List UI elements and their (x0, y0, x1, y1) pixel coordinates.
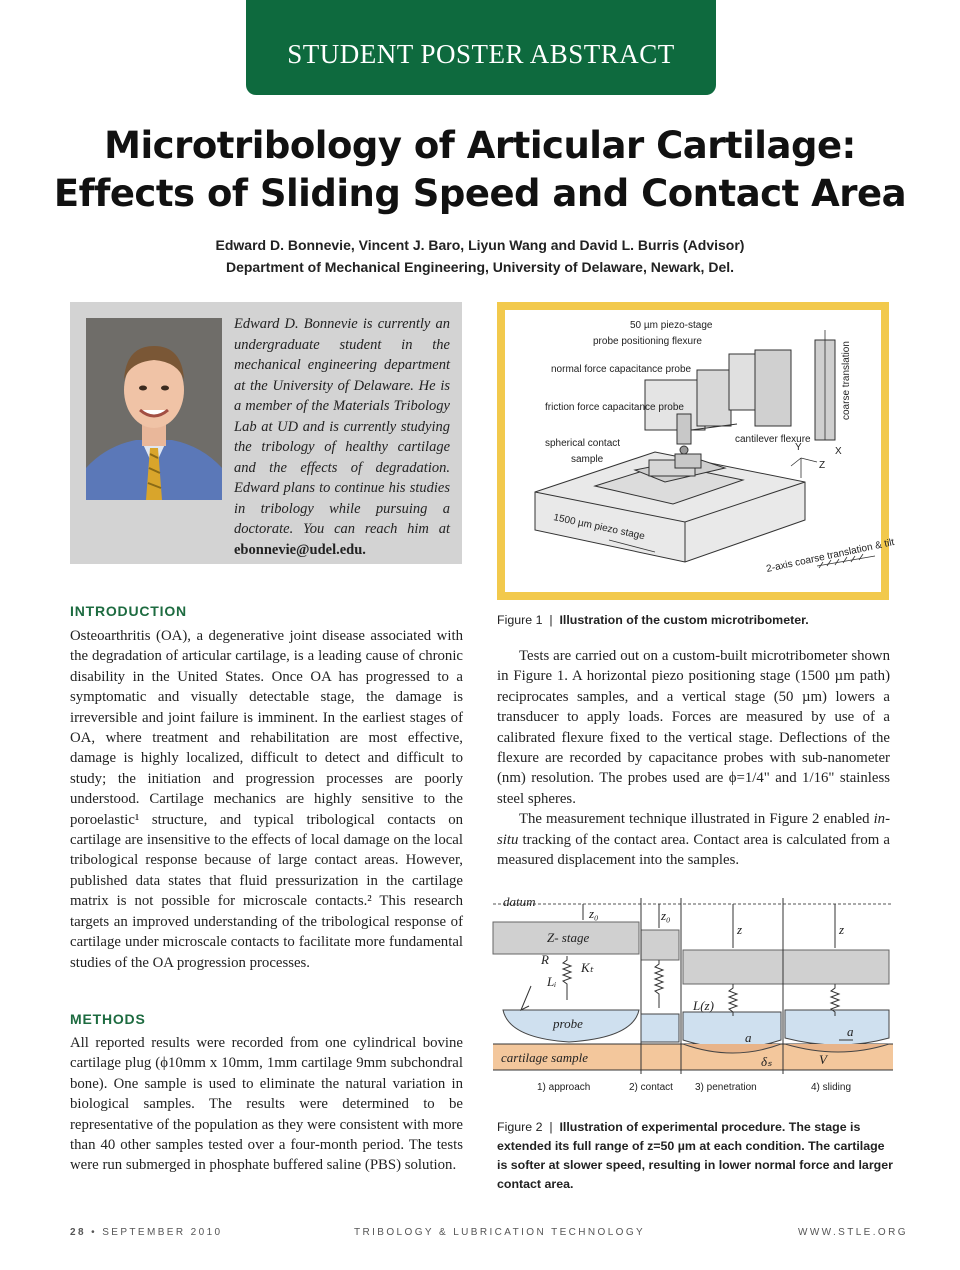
fig2-label-sample: cartilage sample (501, 1050, 589, 1065)
section-banner: STUDENT POSTER ABSTRACT (246, 0, 716, 95)
fig2-label-R: R (541, 952, 549, 967)
paragraph-measurement: The measurement technique illustrated in Figure 2 enabled in-situ tracking of the contact area. Contact area is calculated from a measured displacement into the samples. (497, 811, 890, 869)
title-line-2: Effects of Sliding Speed and Contact Area (53, 172, 907, 215)
author-email[interactable]: ebonnevie@udel.edu. (234, 541, 366, 558)
figure-2-illustration (493, 890, 893, 1100)
fig1-label-coarse: coarse translation (841, 341, 852, 420)
fig1-axis-x: X (835, 446, 842, 457)
fig2-label-V: V (819, 1052, 827, 1067)
author-block (40, 234, 920, 278)
paragraph-microtribometer: Tests are carried out on a custom-built microtribometer shown in Figure 1. A horizontal piezo positioning stage (1500 µm path) reciprocates samples, and a vertical stage (50 µm) lowers a transducer to apply loads. Forces are measured by use of a calibrated flexure fixed to the vertical stage. Deflections of the flexure are recorded by capacitance probes with sub-nanometer (nm) resolution. The probes used are ϕ=1/4" and 1/16" stainless steel spheres. (497, 648, 890, 807)
fig1-label-probe-flexure: probe positioning flexure (593, 336, 702, 347)
author-bio-box (70, 302, 462, 564)
journal-name: TRIBOLOGY & LUBRICATION TECHNOLOGY (354, 1227, 646, 1238)
fig1-label-normal-force: normal force capacitance probe (551, 364, 692, 375)
fig1-label-piezo50: 50 µm piezo-stage (630, 320, 713, 331)
fig1-axis-y: Y (795, 442, 802, 453)
fig2-label-z2: z (839, 922, 845, 937)
figure-1-illustration (505, 310, 896, 592)
footer-left (70, 1227, 223, 1238)
fig2-label-z0b: z₀ (661, 908, 671, 923)
microtribometer-diagram (505, 310, 896, 592)
author-photo (86, 318, 222, 500)
fig2-step-1: 1) approach (537, 1082, 591, 1093)
fig2-label-z0a: z₀ (589, 906, 599, 921)
figure-1-caption: Figure 1 | Illustration of the custom microtribometer. (497, 613, 809, 627)
fig2-label-deltas: δₛ (761, 1054, 772, 1069)
footer-separator: • (91, 1227, 98, 1238)
introduction-text: Osteoarthritis (OA), a degenerative joint disease associated with the degradation of articular cartilage, is a leading cause of chronic disability in the United States. Once OA has progressed to a symptomatic and visually detectable stage, the damage is irreversible and joint failure is imminent. In the earliest stages of OA, where treatment and rehabilitation are most effective, damage is highly localized, difficult to detect and difficult to study; the initiation and progression processes are poorly understood. Cartilage mechanics are highly sensitive to the poroelastic¹ structure, and typical tribological contacts on cartilage are insensitive to the effects of local damage on the local tribological response because of large contact areas. However, published data states that fluid pressurization in the cartilage matrix is not possible for microscale contacts.² This research targets an improved understanding of the tribological response of cartilage under microscale contacts to facilitate more fundamental studies of the OA progression processes. (70, 628, 463, 971)
fig2-label-probe: probe (553, 1016, 583, 1031)
fig1-label-twoaxis: 2-axis coarse translation & tilt (765, 537, 896, 575)
fig1-label-sample: sample (571, 454, 604, 465)
methods-text: All reported results were recorded from one cylindrical bovine cartilage plug (ϕ10mm x 10mm, 1mm cartilage 9mm subchondral bone). One sample is used to eliminate the natural variation in biological samples. The results were determined to be representative of the population as they were consistent with more than 40 other samples tested over a four-month period. The tests were run submerged in phosphate buffered saline (PBS) solution. (70, 1035, 463, 1174)
procedure-diagram (493, 890, 893, 1100)
author-affiliation: Department of Mechanical Engineering, University of Delaware, Newark, Del. (225, 259, 735, 275)
fig2-label-Kt: Kₜ (581, 960, 594, 975)
introduction-heading: INTRODUCTION (70, 603, 187, 619)
page-number: 28 (70, 1227, 86, 1238)
fig1-label-friction-force: friction force capacitance probe (545, 402, 684, 413)
issue-date: SEPTEMBER 2010 (102, 1227, 223, 1238)
fig2-step-2: 2) contact (629, 1082, 673, 1093)
figure-2-caption: Figure 2 | Illustration of experimental procedure. The stage is extended its full range of z=50 µm at each condition. The cartilage is softer at slower speed, resulting in lower normal force and larger contact area. (497, 1120, 893, 1191)
fig2-label-a1: a (745, 1030, 752, 1045)
author-bio-text: Edward D. Bonnevie is currently an undergraduate student in the mechanical engineering department at the University of Delaware. He is a member of the Materials Tribology Lab at UD and is currently studying the tribology of healthy cartilage and the effects of degradation. Edward plans to continue his studies in tribology while pursuing a doctorate. You can reach him at ebonnevie@udel.edu. (234, 316, 450, 558)
fig2-step-3: 3) penetration (695, 1082, 757, 1093)
website-link[interactable]: WWW.STLE.ORG (798, 1227, 908, 1238)
fig2-label-Li: Lᵢ (547, 974, 557, 989)
fig2-label-datum: datum (503, 894, 536, 909)
fig2-label-z1: z (737, 922, 743, 937)
author-names: Edward D. Bonnevie, Vincent J. Baro, Liyun Wang and David L. Burris (Advisor) (215, 237, 745, 253)
fig1-label-spherical: spherical contact (545, 438, 621, 449)
fig2-step-4: 4) sliding (811, 1082, 852, 1093)
figure-1-frame (497, 302, 896, 600)
fig1-label-cantilever: cantilever flexure (735, 434, 811, 445)
fig2-label-zstage: Z- stage (547, 930, 590, 945)
title-line-1: Microtribology of Articular Cartilage: (104, 124, 856, 167)
fig2-label-Lz: L(z) (693, 998, 714, 1013)
fig1-axis-z: Z (819, 460, 826, 471)
fig1-label-piezo1500: 1500 µm piezo stage (552, 512, 646, 543)
fig2-label-a2: a (847, 1024, 854, 1039)
methods-heading: METHODS (70, 1011, 146, 1027)
right-column-text (497, 646, 890, 870)
article-title (40, 122, 920, 218)
